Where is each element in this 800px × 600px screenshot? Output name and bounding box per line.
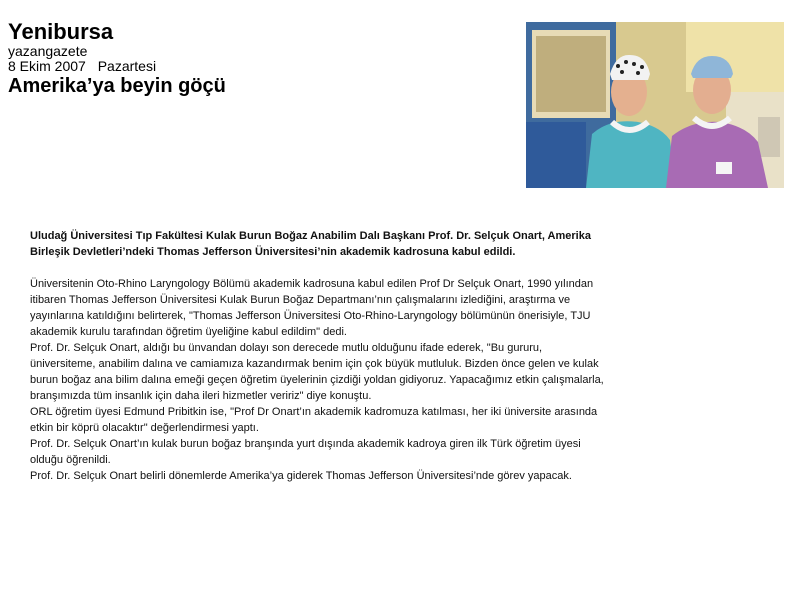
article-paragraph: Prof. Dr. Selçuk Onart belirli dönemlerde Amerika’ya giderek Thomas Jefferson Üniversitesi’nde görev yapacak. <box>30 470 572 482</box>
article-lead: Uludağ Üniversitesi Tıp Fakültesi Kulak Burun Boğaz Anabilim Dalı Başkanı Prof. Dr. Selçuk Onart, Amerika Birleşik Devletleri’ndeki Thomas Jefferson Üniversitesi’nin akademik kadrosuna kabul edildi. <box>30 230 591 258</box>
article-paragraph: Prof. Dr. Selçuk Onart’ın kulak burun boğaz branşında yurt dışında akademik kadroya giren ilk Türk öğretim üyesi olduğu öğrenildi. <box>30 438 581 466</box>
source-name: yazangazete <box>8 43 88 59</box>
date-text: 8 Ekim 2007 <box>8 58 86 74</box>
article-paragraph: Üniversitenin Oto-Rhino Laryngology Bölümü akademik kadrosuna kabul edilen Prof Dr Selçuk Onart, 1990 yılından itibaren Thomas Jefferson Üniversitesi Kulak Burun Boğaz Departmanı’nın çalışmalarını izlediğini, araştırma ve yayınlarına katıldığını belirterek, "Thomas Jefferson Üniversitesi Oto-Rhino-Laryngology bölümünün önerisiyle, TJU akademik kurulu tarafından öğretim üyeliğine kabul edildim" dedi. <box>30 278 594 338</box>
article-body <box>30 228 605 484</box>
article-paragraph: ORL öğretim üyesi Edmund Pribitkin ise, "Prof Dr Onart’ın akademik kadromuza katılması, her iki üniversite arasında etkin bir köprü olacaktır" değerlendirmesi yaptı. <box>30 406 598 434</box>
article-header <box>8 20 226 97</box>
article-photo <box>526 22 784 188</box>
publish-date <box>8 59 226 74</box>
photo-illustration <box>526 22 784 188</box>
weekday-text: Pazartesi <box>97 58 157 74</box>
site-name: Yenibursa <box>8 19 114 44</box>
article-paragraph: Prof. Dr. Selçuk Onart, aldığı bu ünvandan dolayı son derecede mutlu olduğunu ifade ederek, "Bu gururu, üniversiteme, anabilim dalına ve camiamıza kazandırmak benim için çok büyük mutluluk. Bizden önce gelen ve kulak burun boğaz ana bilim dalına emeği geçen öğretim üyelerinin çizdiği yoldan gidiyoruz. Yapacağımız etkin çalışmalarla, branşımızda tüm insanlık için daha ileri hizmetler veririz" diye konuştu. <box>30 342 604 402</box>
headline: Amerika’ya beyin göçü <box>8 75 226 97</box>
